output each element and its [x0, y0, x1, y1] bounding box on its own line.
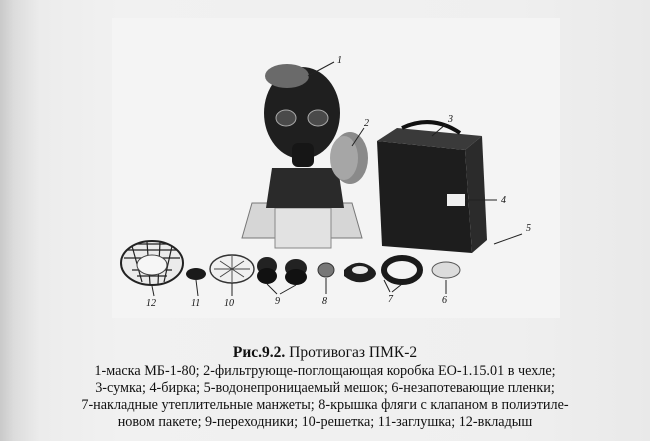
callout-11: 11	[191, 298, 201, 309]
caption-line: 7-накладные утеплительные манжеты; 8-крышка фляги с клапаном в полиэтиле-	[81, 397, 569, 413]
caption-line: 3-сумка; 4-бирка; 5-водонепроницаемый мешок; 6-незапотевающие пленки;	[95, 380, 555, 396]
callout-2: 2	[364, 118, 369, 129]
callout-8: 8	[322, 296, 327, 307]
callout-4: 4	[501, 195, 506, 206]
figure-title: Противогаз ПМК-2	[289, 344, 418, 361]
caption-title	[28, 344, 622, 362]
figure-number: Рис.9.2.	[232, 344, 286, 361]
callout-5: 5	[526, 223, 531, 234]
gas-mask-kit-photo	[112, 18, 560, 318]
bag-illustration	[377, 122, 487, 253]
caption-line: новом пакете; 9-переходники; 10-решетка; 11-заглушка; 12-вкладыш	[117, 414, 533, 430]
callout-1: 1	[337, 55, 342, 66]
callout-10: 10	[224, 298, 234, 309]
caption-line: 1-маска МБ-1-80; 2-фильтрующе-поглощающая коробка ЕО-1.15.01 в чехле;	[94, 363, 556, 379]
caption-legend	[28, 363, 622, 431]
callout-7: 7	[388, 294, 393, 305]
callout-12: 12	[146, 298, 156, 309]
callout-6: 6	[442, 295, 447, 306]
figure-caption	[28, 344, 622, 431]
callout-3: 3	[448, 114, 453, 125]
callout-9: 9	[275, 296, 280, 307]
